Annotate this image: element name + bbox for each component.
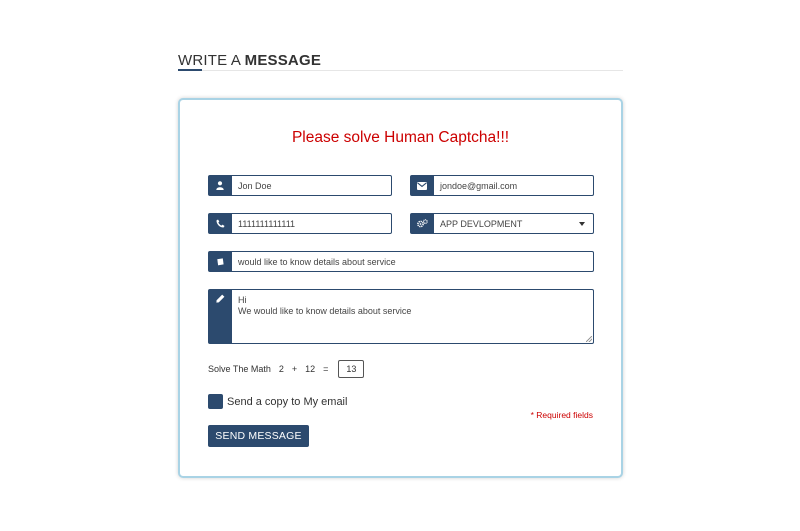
heading-divider	[178, 70, 623, 71]
phone-input[interactable]: 1111111111111	[232, 213, 392, 234]
math-operator: +	[291, 364, 298, 374]
user-icon	[208, 175, 232, 196]
phone-field[interactable]	[208, 213, 392, 234]
message-line-1: Hi	[238, 295, 247, 305]
service-select-box[interactable]	[434, 213, 594, 234]
envelope-icon	[410, 175, 434, 196]
heading-accent	[178, 69, 202, 71]
service-selected-value: APP DEVLOPMENT	[440, 218, 523, 229]
send-message-button[interactable]: SEND MESSAGE	[208, 425, 309, 447]
message-field[interactable]	[208, 289, 594, 344]
math-equals: =	[323, 364, 329, 374]
page-title	[178, 52, 623, 70]
math-operand-a: 2	[278, 364, 284, 374]
send-copy-checkbox[interactable]	[208, 394, 223, 409]
chevron-down-icon[interactable]	[579, 222, 585, 226]
resize-handle[interactable]	[586, 336, 592, 342]
math-label: Solve The Math	[208, 364, 271, 374]
pencil-icon	[208, 289, 232, 344]
required-note: * Required fields	[530, 410, 593, 420]
message-line-2: We would like to know details about service	[238, 306, 412, 316]
service-select[interactable]	[410, 213, 594, 234]
math-captcha	[208, 360, 364, 378]
section-heading	[178, 52, 623, 71]
cogs-icon	[410, 213, 434, 234]
message-textarea[interactable]	[232, 289, 594, 344]
send-copy-option[interactable]	[208, 394, 347, 409]
contact-form	[178, 98, 623, 478]
title-bold: MESSAGE	[244, 52, 322, 69]
math-operand-b: 12	[305, 364, 316, 374]
title-light: WRITE A	[178, 52, 245, 69]
email-field[interactable]	[410, 175, 594, 196]
name-field[interactable]	[208, 175, 392, 196]
email-input[interactable]: jondoe@gmail.com	[434, 175, 594, 196]
book-icon	[208, 251, 232, 272]
send-copy-label[interactable]: Send a copy to My email	[227, 395, 348, 408]
phone-icon	[208, 213, 232, 234]
subject-field[interactable]	[208, 251, 594, 272]
name-input[interactable]: Jon Doe	[232, 175, 392, 196]
captcha-title: Please solve Human Captcha!!!	[291, 129, 510, 146]
subject-input[interactable]: would like to know details about service	[232, 251, 594, 272]
math-answer-input[interactable]: 13	[338, 360, 364, 378]
